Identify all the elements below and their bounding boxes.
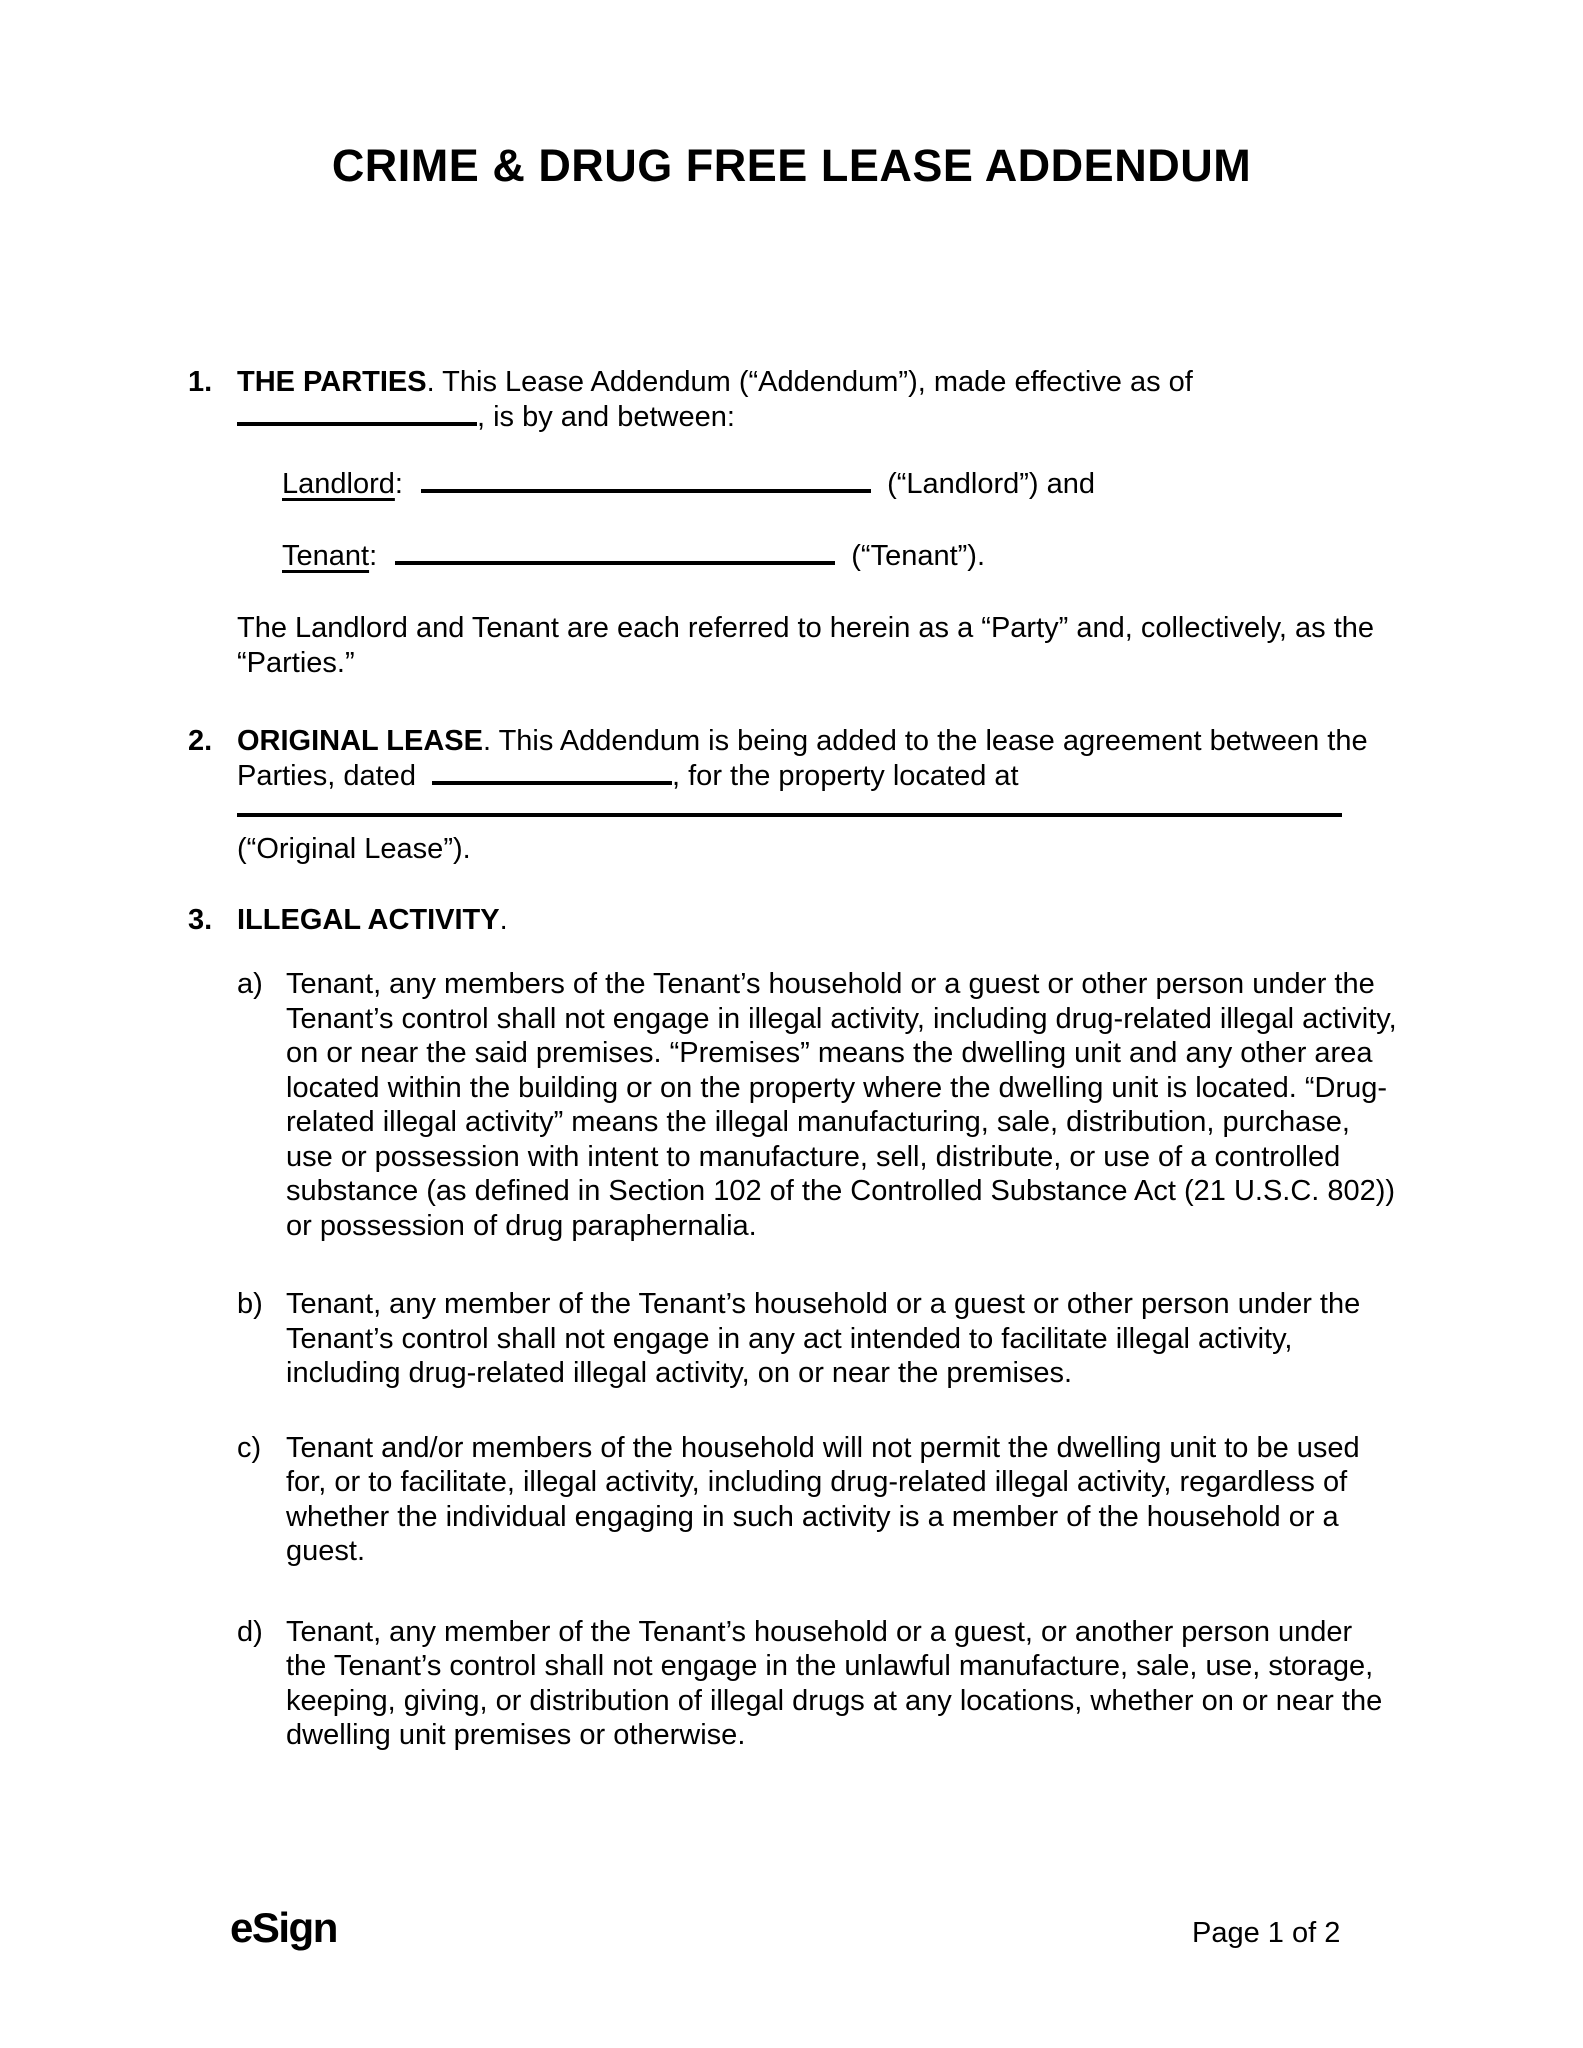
clause-b: [237, 1287, 1400, 1391]
clause-letter: c): [237, 1431, 262, 1464]
document-title: CRIME & DRUG FREE LEASE ADDENDUM: [331, 140, 1252, 191]
landlord-line: Landlord: (“Landlord”) and: [282, 468, 1096, 500]
section-the-parties: [188, 365, 1400, 680]
section-1-intro-paragraph: THE PARTIES. This Lease Addendum (“Addendum”), made effective as of , is by and between:: [237, 366, 1193, 433]
section-heading: ILLEGAL ACTIVITY: [237, 903, 500, 936]
tenant-label: Tenant: [282, 539, 370, 572]
lease-date-blank[interactable]: [432, 761, 672, 785]
tenant-name-blank[interactable]: [395, 541, 835, 565]
section-3-heading-line: ILLEGAL ACTIVITY.: [237, 903, 508, 936]
section-heading: THE PARTIES: [237, 366, 427, 398]
section-2-intro-paragraph: ORIGINAL LEASE. This Addendum is being added to the lease agreement between the Parties, dated , for the property located at: [237, 725, 1368, 792]
property-address-blank[interactable]: [237, 793, 1342, 817]
section-number: 1.: [188, 366, 213, 398]
section-heading: ORIGINAL LEASE: [237, 725, 483, 757]
page-number: Page 1 of 2: [1192, 1917, 1341, 1949]
clause-letter: a): [237, 968, 263, 1000]
clause-text: Tenant, any member of the Tenant’s household or a guest or other person under the Tenant’s control shall not engage in any act intended to facilitate illegal activity, including drug-related illegal activity, on or near the premises.: [286, 1288, 1361, 1389]
clause-letter: b): [237, 1288, 263, 1320]
document-body: [188, 0, 1400, 1753]
clause-c: [237, 1431, 1400, 1569]
clause-d: [237, 1615, 1400, 1753]
landlord-label: Landlord: [282, 468, 395, 500]
section-number: 3.: [188, 903, 213, 936]
tenant-defined-term: (“Tenant”).: [851, 539, 986, 572]
section-illegal-activity: [188, 903, 1400, 1753]
clause-text: Tenant, any member of the Tenant’s household or a guest, or another person under the Tenant’s control shall not engage in the unlawful manufacture, sale, use, storage, keeping, giving, or distribution of illegal drugs at any locations, whether on or near the dwelling unit premises or otherwise.: [286, 1615, 1383, 1751]
effective-date-blank[interactable]: [237, 402, 477, 426]
clause-a: [237, 967, 1400, 1243]
clause-text: Tenant, any members of the Tenant’s household or a guest or other person under the Tenant’s control shall not engage in illegal activity, including drug-related illegal activity, on or near the said premises. “Premises” means the dwelling unit and any other area located within the building or on the property where the dwelling unit is located. “Drug-related illegal activity” means the illegal manufacturing, sale, distribution, purchase, use or possession with intent to manufacture, sell, distribute, or use of a controlled substance (as defined in Section 102 of the Controlled Substance Act (21 U.S.C. 802)) or possession of drug paraphernalia.: [286, 968, 1397, 1242]
landlord-defined-term: (“Landlord”) and: [887, 468, 1096, 500]
parties-note-paragraph: The Landlord and Tenant are each referred to herein as a “Party” and, collectively, as the “Parties.”: [237, 612, 1375, 679]
section-original-lease: [188, 724, 1400, 867]
section-number: 2.: [188, 725, 213, 757]
clause-text: Tenant and/or members of the household will not permit the dwelling unit to be used for, or to facilitate, illegal activity, including drug-related illegal activity, regardless of whether the individual engaging in such activity is a member of the household or a guest.: [286, 1431, 1360, 1567]
original-lease-defined-term: (“Original Lease”).: [237, 833, 471, 865]
landlord-name-blank[interactable]: [421, 469, 871, 493]
esign-logo: eSign: [230, 1904, 337, 1951]
tenant-line: Tenant: (“Tenant”).: [282, 539, 986, 572]
clause-letter: d): [237, 1615, 263, 1648]
